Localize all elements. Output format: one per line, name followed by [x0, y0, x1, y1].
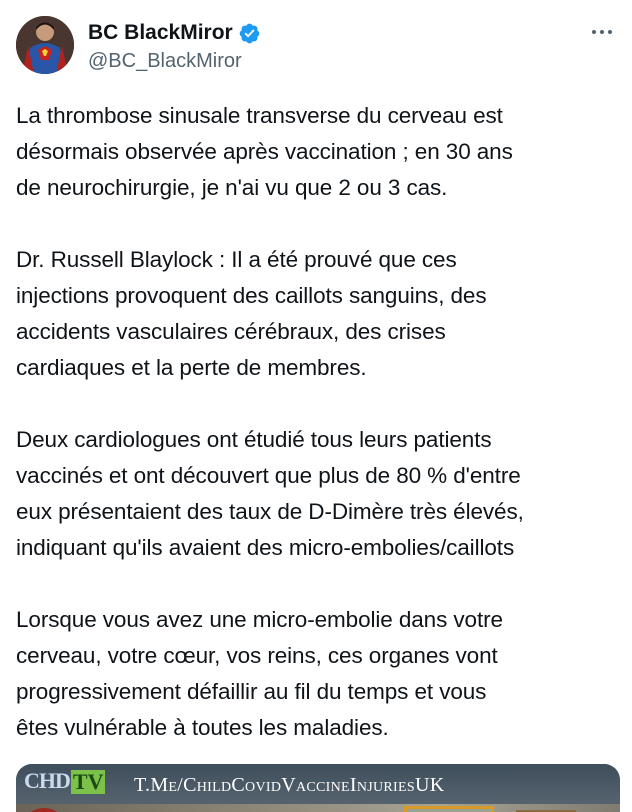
tweet-line: La thrombose sinusale transverse du cerveau est	[16, 103, 503, 128]
media-banner	[16, 764, 620, 804]
seal-graphic	[26, 808, 62, 812]
tweet-text	[16, 98, 620, 782]
media-scene	[16, 804, 620, 812]
display-name-row	[88, 20, 261, 46]
tweet-line: de neurochirurgie, je n'ai vu que 2 ou 3 cas.	[16, 175, 448, 200]
media-video-preview[interactable]	[16, 764, 620, 812]
tweet-line: indiquant qu'ils avaient des micro-embolies/caillots	[16, 535, 515, 560]
tweet-header	[16, 14, 616, 78]
author-handle[interactable]: @BC_BlackMiror	[88, 50, 242, 72]
tweet-line: Lorsque vous avez une micro-embolie dans votre	[16, 607, 503, 632]
verified-badge-icon[interactable]	[238, 22, 261, 45]
tweet-paragraph	[16, 98, 620, 206]
display-name[interactable]: BC BlackMiror	[88, 21, 233, 44]
tweet-line: Dr. Russell Blaylock : Il a été prouvé que ces	[16, 247, 457, 272]
more-options-button[interactable]	[588, 22, 616, 42]
more-options-icon	[590, 28, 614, 36]
tweet-line: eux présentaient des taux de D-Dimère très élevés,	[16, 499, 524, 524]
avatar[interactable]	[16, 16, 74, 74]
picture-frame	[404, 806, 494, 812]
tweet-line: vaccinés et ont découvert que plus de 80 % d'entre	[16, 463, 521, 488]
tweet-line: progressivement défaillir au fil du temps et vous	[16, 679, 487, 704]
tweet-line: cerveau, votre cœur, vos reins, ces organes vont	[16, 643, 498, 668]
tweet-paragraph	[16, 602, 620, 746]
superhero-avatar-icon	[16, 16, 74, 74]
tweet-paragraph	[16, 422, 620, 566]
tweet-line: Deux cardiologues ont étudié tous leurs patients	[16, 427, 492, 452]
tv-logo-text: TV	[72, 769, 104, 794]
tweet-line: êtes vulnérable à toutes les maladies.	[16, 715, 389, 740]
chd-tv-logo	[24, 766, 105, 794]
tweet-line: cardiaques et la perte de membres.	[16, 355, 367, 380]
tweet-paragraph	[16, 242, 620, 386]
tweet-line: désormais observée après vaccination ; en 30 ans	[16, 139, 513, 164]
chd-logo-text: CHD	[24, 768, 70, 793]
channel-url: T.Me/ChildCovidVaccineInjuriesUK	[134, 774, 445, 796]
tweet-line: accidents vasculaires cérébraux, des crises	[16, 319, 446, 344]
author-names	[88, 20, 261, 74]
tweet-line: injections provoquent des caillots sanguins, des	[16, 283, 487, 308]
